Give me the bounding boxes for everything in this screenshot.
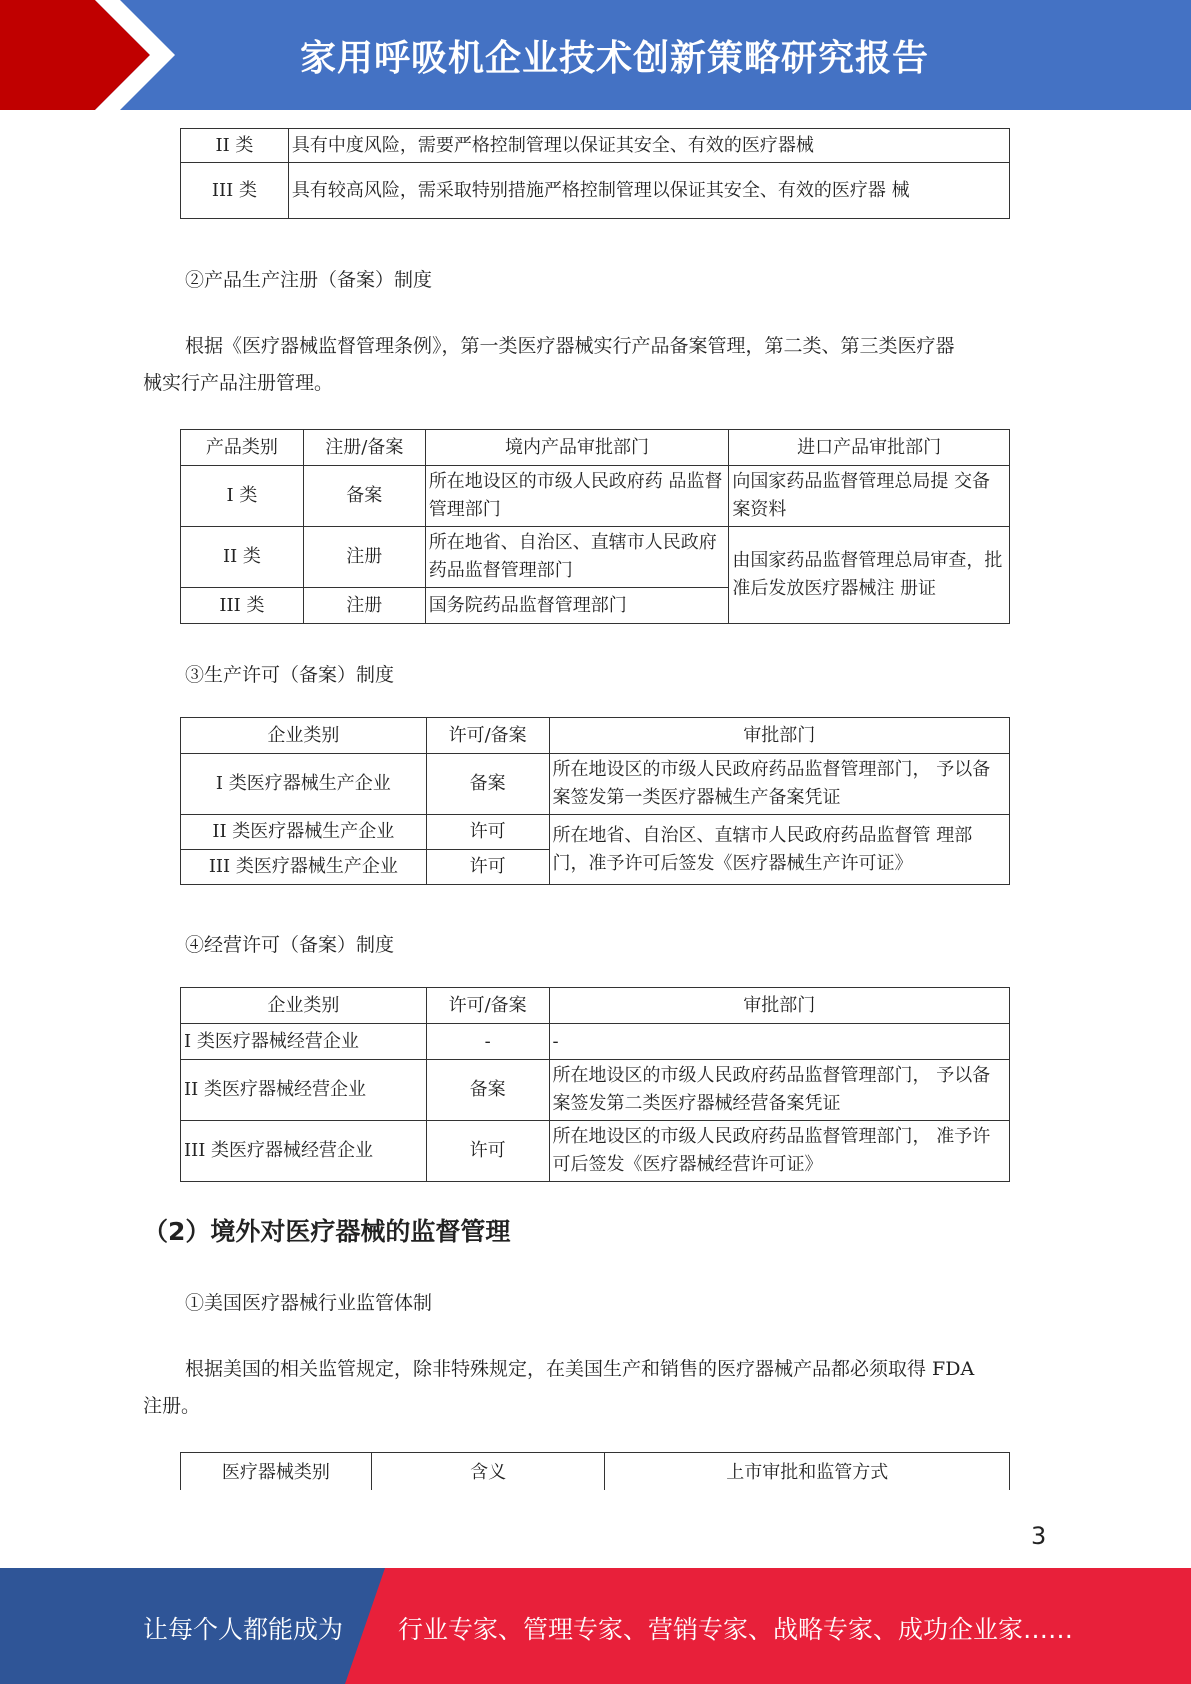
table-header-row (181, 988, 1010, 1024)
us-classification-table (180, 1452, 1010, 1490)
dept-cell: 所在地设区的市级人民政府药品监督管理部门， 予以备案签发第二类医疗器械经营备案凭证 (549, 1060, 1009, 1121)
type-cell: 备案 (426, 1060, 549, 1121)
table-row (181, 163, 1010, 219)
description-cell: 具有中度风险，需要严格控制管理以保证其安全、有效的医疗器械 (288, 129, 1009, 163)
type-cell: 注册 (303, 588, 425, 624)
class-cell: III 类 (181, 163, 289, 219)
dept-cell: 所在地省、自治区、直辖市人民政府药品监督管 理部门，准予许可后签发《医疗器械生产许可证》 (549, 815, 1009, 885)
category-cell: I 类医疗器械生产企业 (181, 754, 427, 815)
us-classification-table-clip (180, 1452, 1012, 1490)
type-cell: 许可 (426, 815, 549, 850)
class-cell: III 类 (181, 588, 304, 624)
column-header: 境内产品审批部门 (425, 430, 729, 466)
page-header (0, 0, 1191, 110)
column-header: 企业类别 (181, 988, 427, 1024)
business-license-table (180, 987, 1010, 1182)
section-title: （2）境外对医疗器械的监督管理 (143, 1217, 511, 1246)
paragraph (143, 1351, 1053, 1425)
subsection-heading: ④经营许可（备案）制度 (185, 934, 395, 956)
class-cell: II 类 (181, 527, 304, 588)
page-number: 3 (1031, 1522, 1047, 1550)
type-cell: 注册 (303, 527, 425, 588)
classification-table-continued (180, 128, 1010, 219)
paragraph (143, 328, 1053, 402)
class-cell: I 类 (181, 466, 304, 527)
class-cell: II 类 (181, 129, 289, 163)
type-cell: 许可 (426, 1121, 549, 1182)
category-cell: III 类医疗器械经营企业 (181, 1121, 427, 1182)
column-header: 审批部门 (549, 988, 1009, 1024)
column-header: 企业类别 (181, 718, 427, 754)
footer-slogan-right: 行业专家、管理专家、营销专家、战略专家、成功企业家…… (398, 1615, 1074, 1644)
table-row (181, 129, 1010, 163)
domestic-dept-cell: 国务院药品监督管理部门 (425, 588, 729, 624)
dept-cell: - (549, 1024, 1009, 1060)
table-row (181, 1121, 1010, 1182)
table-row (181, 1024, 1010, 1060)
paragraph-line: 械实行产品注册管理。 (143, 372, 334, 394)
footer-slogan-left: 让每个人都能成为 (143, 1615, 344, 1644)
domestic-dept-cell: 所在地设区的市级人民政府药 品监督管理部门 (425, 466, 729, 527)
table-row (181, 815, 1010, 850)
domestic-dept-cell: 所在地省、自治区、直辖市人民政府药品监督管理部门 (425, 527, 729, 588)
type-cell: 许可 (426, 850, 549, 885)
category-cell: I 类医疗器械经营企业 (181, 1024, 427, 1060)
table-header-row (181, 1453, 1010, 1491)
table-row (181, 754, 1010, 815)
paragraph-line: 注册。 (143, 1395, 201, 1417)
column-header: 许可/备案 (426, 988, 549, 1024)
column-header: 上市审批和监管方式 (605, 1453, 1010, 1491)
report-title: 家用呼吸机企业技术创新策略研究报告 (300, 38, 930, 79)
production-license-table (180, 717, 1010, 885)
table-row (181, 527, 1010, 588)
paragraph-line: 根据美国的相关监管规定，除非特殊规定，在美国生产和销售的医疗器械产品都必须取得 FDA (185, 1358, 975, 1380)
table-row (181, 1060, 1010, 1121)
category-cell: II 类医疗器械生产企业 (181, 815, 427, 850)
column-header: 产品类别 (181, 430, 304, 466)
category-cell: III 类医疗器械生产企业 (181, 850, 427, 885)
registration-table (180, 429, 1010, 624)
import-dept-cell: 向国家药品监督管理总局提 交备案资料 (729, 466, 1010, 527)
page-footer (0, 1568, 1191, 1684)
category-cell: II 类医疗器械经营企业 (181, 1060, 427, 1121)
column-header: 许可/备案 (426, 718, 549, 754)
column-header: 审批部门 (549, 718, 1009, 754)
table-row (181, 466, 1010, 527)
column-header: 含义 (371, 1453, 605, 1491)
description-cell: 具有较高风险，需采取特别措施严格控制管理以保证其安全、有效的医疗器 械 (288, 163, 1009, 219)
import-dept-cell: 由国家药品监督管理总局审查，批准后发放医疗器械注 册证 (729, 527, 1010, 624)
subsection-heading: ②产品生产注册（备案）制度 (185, 269, 433, 291)
type-cell: 备案 (426, 754, 549, 815)
type-cell: 备案 (303, 466, 425, 527)
type-cell: - (426, 1024, 549, 1060)
table-header-row (181, 718, 1010, 754)
column-header: 医疗器械类别 (181, 1453, 372, 1491)
paragraph-line: 根据《医疗器械监督管理条例》，第一类医疗器械实行产品备案管理，第二类、第三类医疗器 (185, 335, 955, 357)
subsection-heading: ③生产许可（备案）制度 (185, 664, 395, 686)
column-header: 进口产品审批部门 (729, 430, 1010, 466)
dept-cell: 所在地设区的市级人民政府药品监督管理部门， 予以备案签发第一类医疗器械生产备案凭证 (549, 754, 1009, 815)
dept-cell: 所在地设区的市级人民政府药品监督管理部门， 准予许可后签发《医疗器械经营许可证》 (549, 1121, 1009, 1182)
table-header-row (181, 430, 1010, 466)
subsection-heading: ①美国医疗器械行业监管体制 (185, 1292, 433, 1314)
column-header: 注册/备案 (303, 430, 425, 466)
